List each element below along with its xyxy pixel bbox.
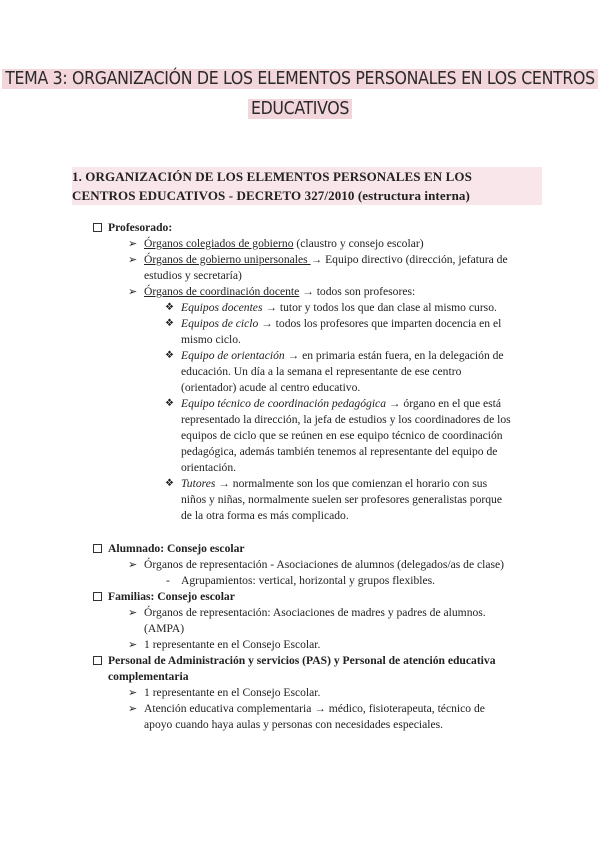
familias-item-1 xyxy=(0,605,600,621)
equipo-orientacion-continuation-2: (orientador) acude al centro educativo. xyxy=(181,381,361,394)
list-item-coordinacion xyxy=(0,284,600,300)
coordinacion-link-text: Órganos de coordinación docente xyxy=(144,285,300,298)
list-item-colegiados xyxy=(0,236,600,252)
arrow-bullet-icon: ➢ xyxy=(128,559,138,571)
diamond-bullet-icon: ❖ xyxy=(165,478,174,489)
etcp-continuation-3: pedagógica, además también tenemos al representante del equipo de xyxy=(181,445,498,458)
checkbox-icon xyxy=(93,544,102,553)
diamond-bullet-icon: ❖ xyxy=(165,302,174,313)
diamond-bullet-icon: ❖ xyxy=(165,350,174,361)
alumnado-label: Alumnado: Consejo escolar xyxy=(108,542,245,555)
pas-label-line-2: complementaria xyxy=(108,670,189,683)
coordinacion-text: → todos son profesores: xyxy=(299,285,416,298)
etcp-term: Equipo técnico de coordinación pedagógica xyxy=(181,397,386,410)
alumnado-item-1 xyxy=(0,557,600,573)
arrow-bullet-icon: ➢ xyxy=(128,687,138,699)
etcp-text: → órgano en el que está xyxy=(386,397,502,410)
pas-item-2-continuation: apoyo cuando haya aulas y personas con necesidades especiales. xyxy=(144,718,444,731)
arrow-bullet-icon: ➢ xyxy=(128,254,138,266)
profesorado-block xyxy=(0,220,600,524)
alumnado-item-1-text: Órganos de representación - Asociaciones de alumnos (delegados/as de clase) xyxy=(144,558,505,571)
diamond-bullet-icon: ❖ xyxy=(165,398,174,409)
etcp-continuation-1: representado la dirección, la jefa de estudios y los coordinadores de los xyxy=(181,413,511,426)
pas-item-2-text: Atención educativa complementaria → médico, fisioterapeuta, técnico de xyxy=(144,702,485,715)
list-item-unipersonales xyxy=(0,252,600,268)
tutores-continuation-2: de la otra forma es más complicado. xyxy=(181,509,349,522)
arrow-bullet-icon: ➢ xyxy=(128,238,138,250)
alumnado-sub-item-1 xyxy=(0,573,600,589)
equipos-ciclo-term: Equipos de ciclo xyxy=(181,317,259,330)
equipos-ciclo-text: → todos los profesores que imparten docencia en el xyxy=(258,317,502,330)
unipersonales-text: → Equipo directivo (dirección, jefatura de xyxy=(310,253,508,266)
familias-label: Familias: Consejo escolar xyxy=(108,590,235,603)
familias-item-2 xyxy=(0,637,600,653)
checkbox-icon xyxy=(93,223,102,232)
title-line-2: EDUCATIVOS xyxy=(248,99,352,119)
dash-bullet-icon: - xyxy=(166,574,170,587)
checkbox-icon xyxy=(93,592,102,601)
etcp-continuation-4: orientación. xyxy=(181,461,237,474)
profesorado-label: Profesorado: xyxy=(108,221,173,234)
equipos-docentes-term: Equipos docentes xyxy=(181,301,263,314)
tutores-continuation-1: niños y niñas, normalmente suelen ser profesores generalistas porque xyxy=(181,493,502,506)
equipo-orientacion-text: → en primaria están fuera, en la delegación de xyxy=(284,349,504,362)
arrow-bullet-icon: ➢ xyxy=(128,703,138,715)
checkbox-icon xyxy=(93,656,102,665)
tutores-term: Tutores xyxy=(181,477,216,490)
familias-item-1-continuation: (AMPA) xyxy=(144,622,185,635)
unipersonales-continuation: estudios y secretaría) xyxy=(144,269,242,282)
profesorado-heading xyxy=(0,220,600,236)
pas-item-1 xyxy=(0,685,600,701)
equipo-orientacion-continuation-1: educación. Un día a la semana el representante de ese centro xyxy=(181,365,462,378)
alumnado-sub-item-1-text: Agrupamientos: vertical, horizontal y grupos flexibles. xyxy=(181,574,436,587)
familias-item-1-text: Órganos de representación: Asociaciones de madres y padres de alumnos. xyxy=(144,606,486,619)
section-heading-line-1: 1. ORGANIZACIÓN DE LOS ELEMENTOS PERSONALES EN LOS xyxy=(72,169,472,184)
pas-label-line-1: Personal de Administración y servicios (PAS) y Personal de atención educativa xyxy=(108,654,496,667)
sub-item-equipo-orientacion xyxy=(0,348,600,364)
sub-item-tutores xyxy=(0,476,600,492)
equipo-orientacion-term: Equipo de orientación xyxy=(181,349,285,362)
pas-heading xyxy=(0,653,600,669)
arrow-bullet-icon: ➢ xyxy=(128,607,138,619)
alumnado-heading xyxy=(0,541,600,557)
familias-heading xyxy=(0,589,600,605)
arrow-bullet-icon: ➢ xyxy=(128,639,138,651)
etcp-continuation-2: equipos de ciclo que se reúnen en ese equipo técnico de coordinación xyxy=(181,429,503,442)
title-line-1: TEMA 3: ORGANIZACIÓN DE LOS ELEMENTOS PERSONALES EN LOS CENTROS xyxy=(2,69,598,89)
pas-item-2 xyxy=(0,701,600,717)
colegiados-text: (claustro y consejo escolar) xyxy=(293,237,424,250)
other-members-block xyxy=(0,541,600,733)
section-heading-line-2: CENTROS EDUCATIVOS - DECRETO 327/2010 (estructura interna) xyxy=(72,188,470,203)
familias-item-2-text: 1 representante en el Consejo Escolar. xyxy=(144,638,321,651)
arrow-bullet-icon: ➢ xyxy=(128,286,138,298)
pas-heading-continuation xyxy=(0,669,600,685)
diamond-bullet-icon: ❖ xyxy=(165,318,174,329)
equipos-docentes-text: → tutor y todos los que dan clase al mismo curso. xyxy=(262,301,497,314)
unipersonales-link-text: Órganos de gobierno unipersonales xyxy=(144,253,311,266)
colegiados-link-text: Órganos colegiados de gobierno xyxy=(144,237,294,250)
tutores-text: → normalmente son los que comienzan el horario con sus xyxy=(215,477,488,490)
document-title xyxy=(0,64,600,124)
sub-item-etcp xyxy=(0,396,600,412)
sub-item-equipos-ciclo xyxy=(0,316,600,332)
equipos-ciclo-continuation: mismo ciclo. xyxy=(181,333,241,346)
sub-item-equipos-docentes xyxy=(0,300,600,316)
pas-item-1-text: 1 representante en el Consejo Escolar. xyxy=(144,686,321,699)
section-heading xyxy=(72,167,542,205)
